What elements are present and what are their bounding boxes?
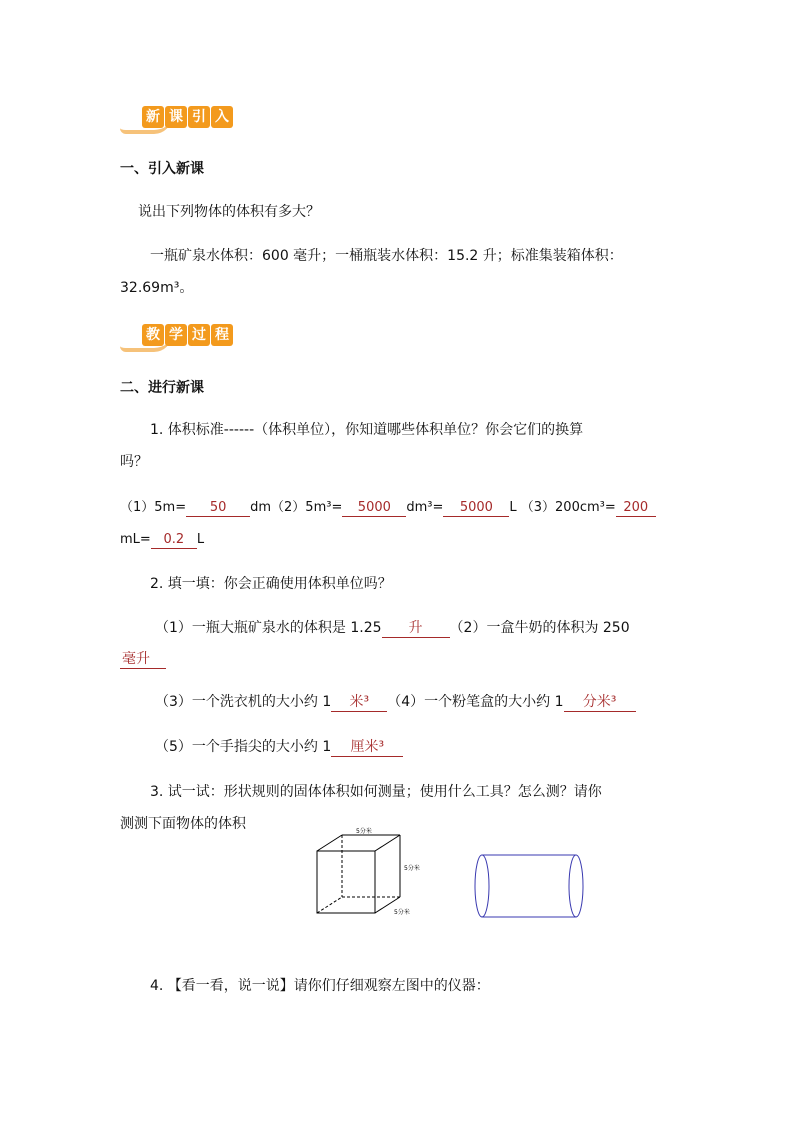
answer-blank: 米³ bbox=[331, 694, 387, 712]
question-3-line-2: 测测下面物体的体积 bbox=[120, 816, 246, 832]
answer-blank: 200 bbox=[616, 499, 656, 517]
section-badge-intro bbox=[120, 106, 230, 132]
answer-blank: 毫升 bbox=[120, 651, 166, 669]
badge-char: 新 bbox=[142, 106, 164, 128]
conv-text: L （3）200cm³= bbox=[509, 500, 616, 515]
conv-text: dm（2）5m³= bbox=[250, 500, 343, 515]
question-2: 2. 填一填：你会正确使用体积单位吗？ bbox=[150, 576, 392, 592]
fill-row-2 bbox=[155, 692, 636, 712]
conv-prefix: （1）5m= bbox=[120, 500, 187, 515]
fill-text: （4）一个粉笔盒的大小约 1 bbox=[387, 694, 564, 710]
conv-text: mL= bbox=[120, 532, 151, 547]
badge-char: 引 bbox=[188, 106, 210, 128]
intro-question: 说出下列物体的体积有多大？ bbox=[138, 204, 320, 220]
conv-text: dm³= bbox=[406, 500, 444, 515]
answer-blank: 0.2 bbox=[151, 531, 197, 549]
badge-char: 学 bbox=[165, 324, 187, 346]
conv-text: L bbox=[196, 532, 205, 547]
intro-line-2: 32.69m³。 bbox=[120, 280, 194, 296]
fill-text: （5）一个手指尖的大小约 1 bbox=[155, 739, 332, 755]
fill-row-1b bbox=[120, 649, 166, 669]
question-3-line-1: 3. 试一试：形状规则的固体体积如何测量；使用什么工具？怎么测？请你 bbox=[150, 784, 602, 800]
fill-text: （3）一个洗衣机的大小约 1 bbox=[155, 694, 332, 710]
answer-blank: 50 bbox=[186, 499, 250, 517]
fill-row-1 bbox=[155, 618, 630, 638]
cylinder-figure bbox=[470, 850, 590, 926]
question-4: 4. 【看一看，说一说】请你们仔细观察左图中的仪器： bbox=[150, 978, 490, 994]
cube-label-right: 5分米 bbox=[404, 865, 420, 872]
answer-blank: 5000 bbox=[443, 499, 509, 517]
conversion-row-2 bbox=[120, 530, 204, 550]
section-heading-intro: 一、引入新课 bbox=[120, 161, 204, 177]
question-1-line-2: 吗？ bbox=[120, 454, 148, 470]
badge-char: 程 bbox=[211, 324, 233, 346]
conversion-row-1 bbox=[120, 498, 656, 518]
section-heading-process: 二、进行新课 bbox=[120, 380, 204, 396]
cube-front-face bbox=[317, 851, 375, 913]
cube-label-top: 5分米 bbox=[356, 828, 372, 835]
fill-text: （2）一盒牛奶的体积为 250 bbox=[449, 620, 630, 636]
answer-blank: 升 bbox=[382, 620, 450, 638]
cube-label-bottom: 5分米 bbox=[394, 909, 410, 916]
fill-row-3 bbox=[155, 737, 403, 757]
section-badge-process bbox=[120, 324, 230, 350]
fill-text: （1）一瓶大瓶矿泉水的体积是 1.25 bbox=[155, 620, 382, 636]
intro-line-1: 一瓶矿泉水体积：600 毫升；一桶瓶装水体积：15.2 升；标准集装箱体积： bbox=[150, 248, 623, 264]
badge-char: 入 bbox=[211, 106, 233, 128]
answer-blank: 分米³ bbox=[564, 694, 636, 712]
badge-char: 教 bbox=[142, 324, 164, 346]
answer-blank: 5000 bbox=[342, 499, 406, 517]
cube-figure bbox=[310, 826, 430, 926]
answer-blank: 厘米³ bbox=[331, 739, 403, 757]
badge-char: 过 bbox=[188, 324, 210, 346]
badge-char: 课 bbox=[165, 106, 187, 128]
question-1-line-1: 1. 体积标准------（体积单位），你知道哪些体积单位？你会它们的换算 bbox=[150, 422, 584, 438]
